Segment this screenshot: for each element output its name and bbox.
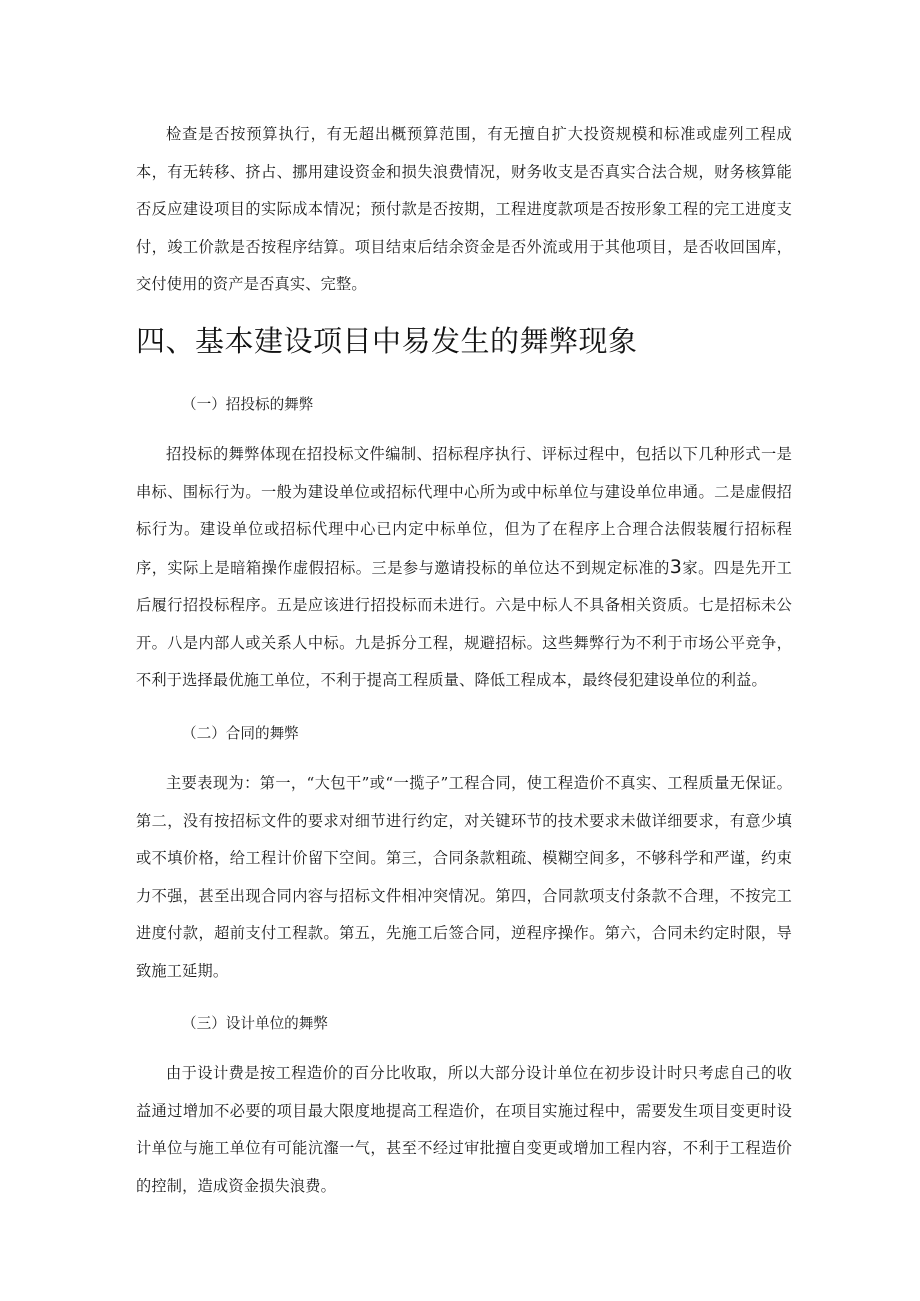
bidding-paragraph: [136, 436, 792, 700]
bidding-paragraph-part2: 家。四是先开工后履行招投标程序。五是应该进行招投标而未进行。六是中标人不具备相关资质。七是招标未公开。八是内部人或关系人中标。九是拆分工程，规避招标。这些舞弊行为不利于市场公平竞争，不利于选择最优施工单位，不利于提高工程质量、降低工程成本，最终侵犯建设单位的利益。: [136, 558, 792, 689]
bidding-paragraph-number: 3: [669, 555, 683, 578]
contract-paragraph: 主要表现为：第一，“大包干”或“一揽子”工程合同，使工程造价不真实、工程质量无保证。第二，没有按招标文件的要求对细节进行约定，对关键环节的技术要求未做详细要求，有意少填或不填价格，给工程计价留下空间。第三，合同条款粗疏、模糊空间多，不够科学和严谨，约束力不强，甚至出现合同内容与招标文件相冲突情况。第四，合同款项支付条款不合理，不按完工进度付款，超前支付工程款。第五，先施工后签合同，逆程序操作。第六，合同未约定时限，导致施工延期。: [136, 774, 792, 980]
subsection-heading-bidding: （一）招投标的舞弊: [182, 396, 314, 413]
subsection-heading-contract: （二）合同的舞弊: [182, 725, 299, 742]
bidding-paragraph-part1: 招投标的舞弊体现在招投标文件编制、招标程序执行、评标过程中，包括以下几种形式一是串标、围标行为。一般为建设单位或招标代理中心所为或中标单位与建设单位串通。二是虚假招标行为。建设单位或招标代理中心已内定中标单位，但为了在程序上合理合法假装履行招标程序，实际上是暗箱操作虚假招标。三是参与邀请投标的单位达不到规定标准的: [136, 445, 792, 577]
intro-paragraph: 检查是否按预算执行，有无超出概预算范围，有无擅自扩大投资规模和标准或虚列工程成本，有无转移、挤占、挪用建设资金和损失浪费情况，财务收支是否真实合法合规，财务核算能否反应建设项目的实际成本情况；预付款是否按期，工程进度款项是否按形象工程的完工进度支付，竣工价款是否按程序结算。项目结束后结余资金是否外流或用于其他项目，是否收回国库，交付使用的资产是否真实、完整。: [136, 125, 792, 293]
subsection-heading-design: （三）设计单位的舞弊: [182, 1015, 328, 1032]
section-title: 四、基本建设项目中易发生的舞弊现象: [136, 324, 638, 358]
design-paragraph: 由于设计费是按工程造价的百分比收取，所以大部分设计单位在初步设计时只考虑自己的收益通过增加不必要的项目最大限度地提高工程造价，在项目实施过程中，需要发生项目变更时设计单位与施工单位有可能沆瀣一气，甚至不经过审批擅自变更或增加工程内容，不利于工程造价的控制，造成资金损失浪费。: [136, 1064, 792, 1195]
